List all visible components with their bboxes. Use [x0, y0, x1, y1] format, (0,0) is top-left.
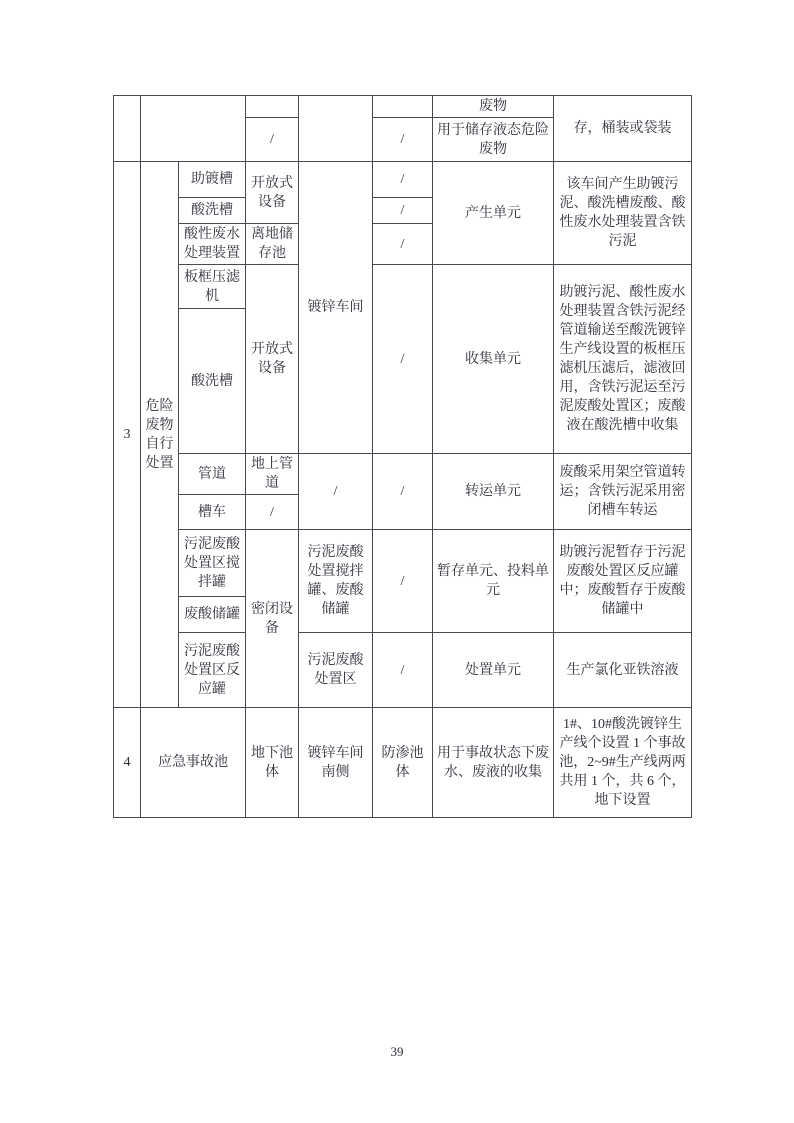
cell-row-index: 4 — [114, 708, 141, 818]
cell-structure: / — [246, 118, 299, 162]
cell-facility: 槽车 — [179, 495, 246, 530]
cell-unit: 处置单元 — [433, 633, 554, 708]
cell-structure: 离地储存池 — [246, 224, 299, 265]
cell-anti-seepage: / — [373, 118, 433, 162]
empty-cell — [114, 96, 141, 162]
empty-cell — [299, 96, 373, 162]
cell-anti-seepage: / — [373, 265, 433, 454]
cell-facility: 板框压滤机 — [179, 265, 246, 309]
cell-category: 危险废物自行处置 — [141, 162, 179, 708]
cell-unit: 收集单元 — [433, 265, 554, 454]
cell-structure: 地下池体 — [246, 708, 299, 818]
cell-unit: 废物 — [433, 96, 554, 118]
cell-facility: 废酸储罐 — [179, 597, 246, 633]
cell-unit: 产生单元 — [433, 162, 554, 265]
cell-location: / — [299, 454, 373, 530]
cell-structure: 地上管道 — [246, 454, 299, 495]
cell-anti-seepage: 防渗池体 — [373, 708, 433, 818]
page-number: 39 — [390, 1044, 404, 1059]
cell-facility: 管道 — [179, 454, 246, 495]
cell-description: 存，桶装或袋装 — [554, 96, 692, 162]
cell-anti-seepage: / — [373, 454, 433, 530]
empty-cell — [246, 96, 299, 118]
cell-structure: 开放式设备 — [246, 265, 299, 454]
cell-location: 污泥废酸处置区 — [299, 633, 373, 708]
cell-structure: 密闭设备 — [246, 530, 299, 708]
empty-cell — [373, 96, 433, 118]
hazardous-waste-facilities-table — [113, 95, 692, 818]
cell-unit: 用于储存液态危险废物 — [433, 118, 554, 162]
cell-location: 镀锌车间南侧 — [299, 708, 373, 818]
cell-structure: 开放式设备 — [246, 162, 299, 224]
cell-description: 生产氯化亚铁溶液 — [554, 633, 692, 708]
cell-facility: 应急事故池 — [141, 708, 246, 818]
cell-anti-seepage: / — [373, 198, 433, 224]
cell-facility: 酸洗槽 — [179, 309, 246, 454]
cell-description: 该车间产生助镀污泥、酸洗槽废酸、酸性废水处理装置含铁污泥 — [554, 162, 692, 265]
cell-facility: 助镀槽 — [179, 162, 246, 198]
cell-row-index: 3 — [114, 162, 141, 708]
empty-cell — [141, 96, 246, 162]
cell-facility: 酸性废水处理装置 — [179, 224, 246, 265]
cell-unit: 转运单元 — [433, 454, 554, 530]
cell-facility: 污泥废酸处置区搅拌罐 — [179, 530, 246, 597]
cell-anti-seepage: / — [373, 162, 433, 198]
cell-description: 助镀污泥暂存于污泥废酸处置区反应罐中；废酸暂存于废酸储罐中 — [554, 530, 692, 633]
cell-location: 镀锌车间 — [299, 162, 373, 454]
cell-description: 废酸采用架空管道转运；含铁污泥采用密闭槽车转运 — [554, 454, 692, 530]
cell-anti-seepage: / — [373, 633, 433, 708]
cell-unit: 用于事故状态下废水、废液的收集 — [433, 708, 554, 818]
cell-location: 污泥废酸处置搅拌罐、废酸储罐 — [299, 530, 373, 633]
cell-anti-seepage: / — [373, 530, 433, 633]
cell-description: 助镀污泥、酸性废水处理装置含铁污泥经管道输送至酸洗镀锌生产线设置的板框压滤机压滤后，滤液回用，含铁污泥运至污泥废酸处置区；废酸液在酸洗槽中收集 — [554, 265, 692, 454]
cell-facility: 污泥废酸处置区反应罐 — [179, 633, 246, 708]
cell-structure: / — [246, 495, 299, 530]
cell-anti-seepage: / — [373, 224, 433, 265]
cell-description: 1#、10#酸洗镀锌生产线个设置 1 个事故池，2~9#生产线两两共用 1 个，共 6 个，地下设置 — [554, 708, 692, 818]
cell-unit: 暂存单元、投料单元 — [433, 530, 554, 633]
cell-facility: 酸洗槽 — [179, 198, 246, 224]
